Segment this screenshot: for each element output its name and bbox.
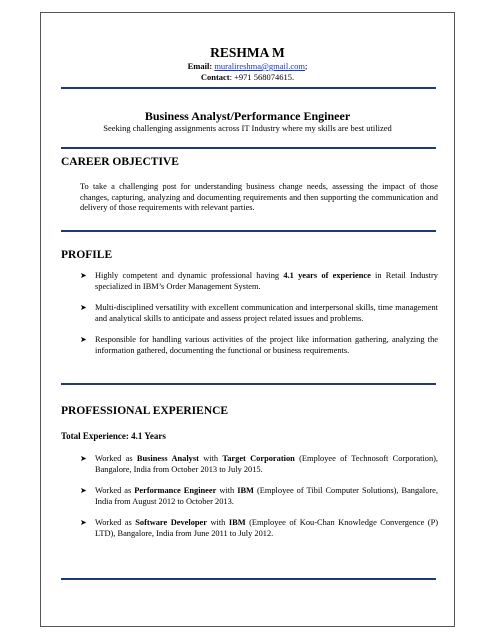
arrow-bullet-icon: ➤ (80, 454, 87, 463)
contact-number: : +971 568074615. (229, 72, 295, 82)
contact-line (41, 72, 454, 82)
arrow-bullet-icon: ➤ (80, 271, 87, 280)
arrow-bullet-icon: ➤ (80, 486, 87, 496)
profile-item: ➤ Responsible for handling various activities of the project like information gathering, analyzing the information gathered, documenting the functional or business requirements. (80, 335, 438, 355)
experience-heading: PROFESSIONAL EXPERIENCE (61, 405, 229, 417)
career-objective-text: To take a challenging post for understanding business change needs, assessing the impact of those changes, capturing, analyzing and documenting requirements and then supporting the communication and delivery of those requirements with relevant parties. (80, 182, 438, 213)
experience-list (80, 454, 438, 540)
profile-item: ➤ Multi-disciplined versatility with excellent communication and interpersonal skills, time management and analytical skills to anticipate and assess project related issues and problems. (80, 303, 438, 323)
divider (61, 147, 436, 149)
email-line (41, 61, 454, 71)
divider (61, 578, 436, 580)
experience-item: ➤ Worked as Performance Engineer with IBM (Employee of Tibil Computer Solutions), Bangalore, India from August 2012 to October 2013. (80, 486, 438, 506)
profile-list (80, 271, 438, 357)
career-objective-heading: CAREER OBJECTIVE (61, 156, 179, 168)
profile-heading: PROFILE (61, 249, 113, 261)
arrow-bullet-icon: ➤ (80, 335, 87, 345)
contact-label: Contact (200, 72, 230, 82)
email-link[interactable]: muralireshma@gmail.com (214, 61, 305, 71)
resume-page (40, 12, 455, 627)
experience-item: ➤ Worked as Software Developer with IBM (Employee of Kou-Chan Knowledge Convergence (P) LTD), Bangalore, India from June 2011 to July 2012. (80, 518, 439, 538)
arrow-bullet-icon: ➤ (80, 303, 87, 313)
divider (61, 87, 436, 89)
divider (61, 383, 436, 385)
total-experience: Total Experience: 4.1 Years (61, 431, 166, 441)
email-suffix: ; (305, 61, 308, 71)
divider (61, 230, 436, 232)
profile-item: ➤ Highly competent and dynamic professional having 4.1 years of experience in Retail Industry specialized in IBM’s Order Management System. (80, 271, 438, 291)
candidate-name: RESHMA M (210, 45, 285, 60)
email-label: Email: (187, 61, 213, 71)
experience-item: ➤ Worked as Business Analyst with Target Corporation (Employee of Technosoft Corporation), Bangalore, India from October 2013 to July 2015. (80, 454, 439, 474)
role-tagline: Seeking challenging assignments across IT Industry where my skills are best utilized (103, 123, 392, 133)
role-title: Business Analyst/Performance Engineer (144, 109, 351, 123)
arrow-bullet-icon: ➤ (80, 518, 87, 528)
